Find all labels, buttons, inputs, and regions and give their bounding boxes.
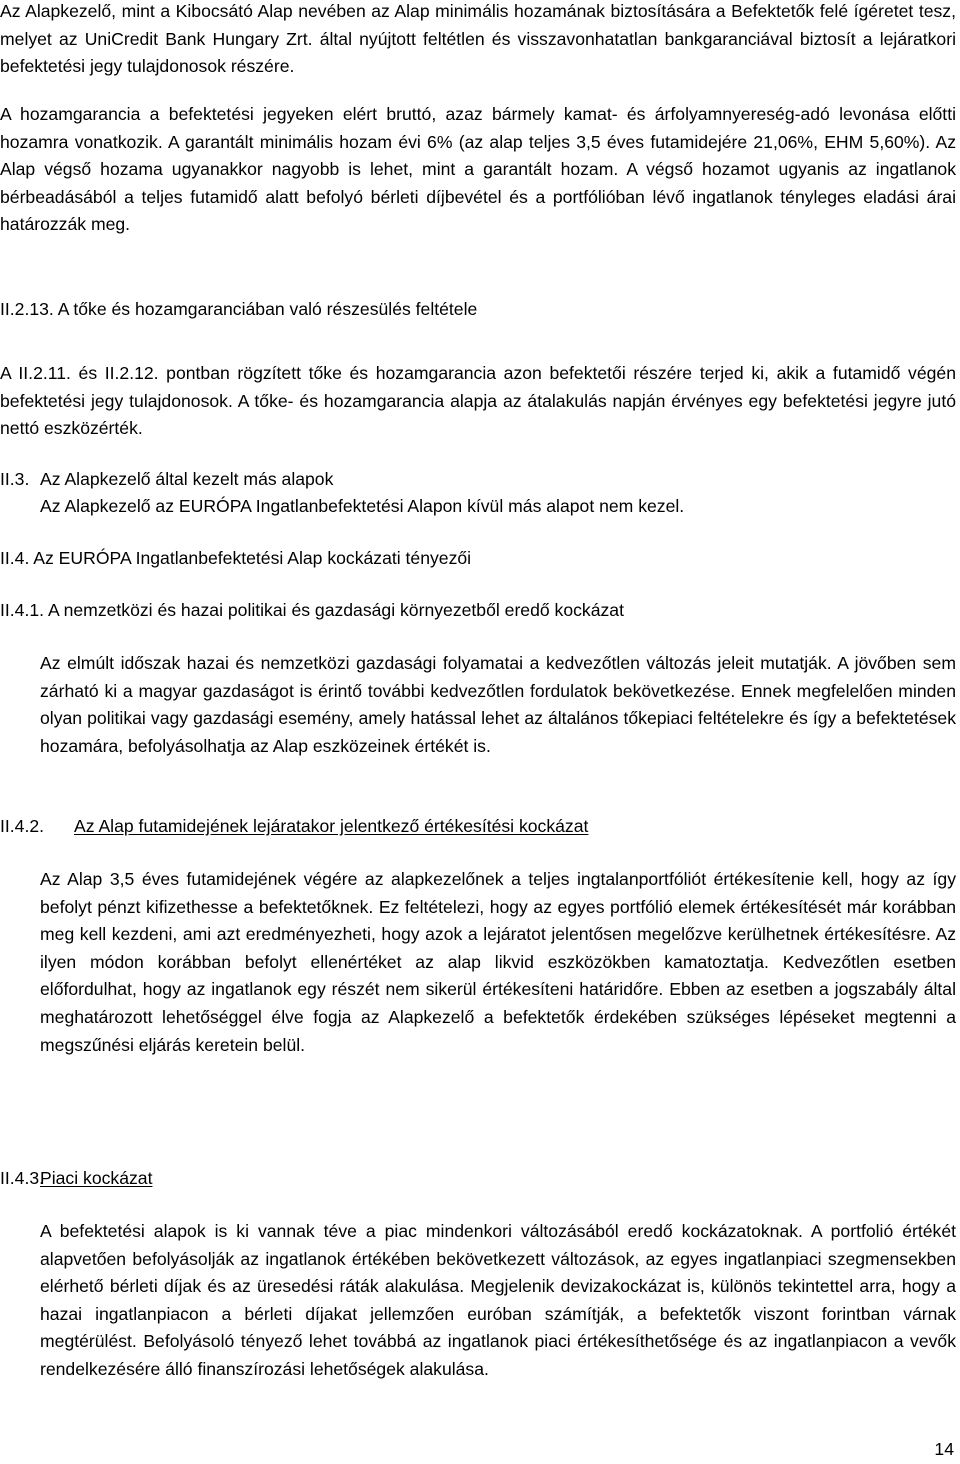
heading-number: II.3. <box>0 469 30 489</box>
paragraph-yield-guarantee <box>0 101 956 239</box>
heading-number: II.4. <box>0 548 30 568</box>
heading-number: II.4.3. <box>0 1168 45 1188</box>
guaranteed-minimum-text: A garantált minimális hozam évi 6% (az alap teljes 3,5 éves futamidejére 21,06%, EHM 5,60%). <box>168 131 931 152</box>
heading-2-4-1 <box>0 597 624 625</box>
page-number: 14 <box>934 1439 954 1459</box>
heading-title: Az EURÓPA Ingatlanbefektetési Alap kockázati tényezői <box>33 548 472 568</box>
paragraph-maturity-sales-risk: Az Alap 3,5 éves futamidejének végére az alapkezelőnek a teljes ingtalanportfóliót értékesítenie kell, hogy az így befolyt pénzt kifizethesse a befektetőknek. Ez feltételezi, hogy az egyes portfólió elemek értékesítését már korábban meg kell kezdeni, ami azt eredményezheti, hogy azok a lejáratot jelentősen megelőzve kerülhetnek értékesítésre. Az ilyen módon korábban befolyt ellenértéket az alap likvid eszközökben kamatoztatja. Kedvezőtlen esetben előfordulhat, hogy az ingatlanok egy részét nem sikerül értékesíteni határidőre. Ebben az esetben a jogszabály által meghatározott lehetőséggel élve fogja az Alapkezelő a befektetők érdekében szükséges lépéseket megtenni a megszűnési eljárás keretein belül. <box>40 869 956 1055</box>
heading-number: II.2.13. <box>0 299 54 319</box>
heading-2-3 <box>0 466 333 494</box>
paragraph-guarantee-intro: Az Alapkezelő, mint a Kibocsátó Alap nevében az Alap minimális hozamának biztosítására a Befektetők felé ígéretet tesz, melyet az UniCredit Bank Hungary Zrt. által nyújtott feltétlen és visszavonhatatlan bankgaranciával biztosít a lejáratkori befektetési jegy tulajdonosok részére. <box>0 1 956 77</box>
paragraph-market-risk: A befektetési alapok is ki vannak téve a piac mindenkori változásából eredő kockázatoknak. A portfolió értékét alapvetően befolyásolják az ingatlanok értékében bekövetkezett változások, az egyes ingatlanpiaci szegmensekben elérhető bérleti díjak és az üresedési ráták alakulása. Megjelenik devizakockázat is, különös tekintettel arra, hogy a hazai ingatlanpiacon a bérleti díjakat jellemzően euróban számítják, a befektetők viszont forintban várnak megtérülést. Befolyásoló tényező lehet továbbá az ingatlanok piaci értékesíthetősége és az ingatlanpiacon a vevők rendelkezésére álló finanszírozási lehetőségek alakulása. <box>40 1221 956 1379</box>
paragraph-political-economic-risk: Az elmúlt időszak hazai és nemzetközi gazdasági folyamatai a kedvezőtlen változás jeleit mutatják. A jövőben sem zárható ki a magyar gazdaságot is érintő további kedvezőtlen fordulatok bekövetkezése. Ennek megfelelően minden olyan politikai vagy gazdasági esemény, amely hatással lehet az általános tőkepiaci feltételekre és így a befektetések hozamára, befolyásolhatja az Alap eszközeinek értékét is. <box>40 653 956 756</box>
final-yield-determination-text: A végső hozamot ugyanis az ingatlanok bérbeadásából a teljes futamidő alatt befolyó bérleti díjbevétel és a portfólióban lévő ingatlanok tényleges eladási árai határozzák meg. <box>0 159 956 235</box>
yield-basis-text: A hozamgarancia a befektetési jegyeken elért bruttó, azaz bármely kamat- és árfolyamnyereség-adó levonása előtti hozamra vonatkozik. <box>0 104 956 152</box>
heading-title: A tőke és hozamgaranciában való részesülés feltétele <box>57 299 478 319</box>
heading-title: Piaci kockázat <box>40 1168 153 1188</box>
paragraph-other-funds: Az Alapkezelő az EURÓPA Ingatlanbefektetési Alapon kívül más alapot nem kezel. <box>40 496 685 516</box>
heading-title: Az Alap futamidejének lejáratakor jelentkező értékesítési kockázat <box>74 816 589 836</box>
paragraph-guarantee-eligibility: A II.2.11. és II.2.12. pontban rögzített tőke és hozamgarancia azon befektetői részére terjed ki, akik a futamidő végén befektetési jegy tulajdonosok. A tőke- és hozamgarancia alapja az átalakulás napján érvényes egy befektetési jegyre jutó nettó eszközérték. <box>0 363 956 439</box>
final-yield-text: Az Alap végső hozama ugyanakkor nagyobb is lehet, mint a garantált hozam. <box>0 131 957 180</box>
heading-title: A nemzetközi és hazai politikai és gazdasági környezetből eredő kockázat <box>47 600 624 620</box>
heading-title: Az Alapkezelő által kezelt más alapok <box>40 469 334 489</box>
heading-2-2-13 <box>0 296 477 324</box>
heading-number: II.4.1. <box>0 600 45 620</box>
heading-2-4-3 <box>0 1165 152 1193</box>
heading-2-4 <box>0 545 471 573</box>
heading-2-4-2 <box>0 813 588 841</box>
heading-number: II.4.2. <box>0 816 45 836</box>
